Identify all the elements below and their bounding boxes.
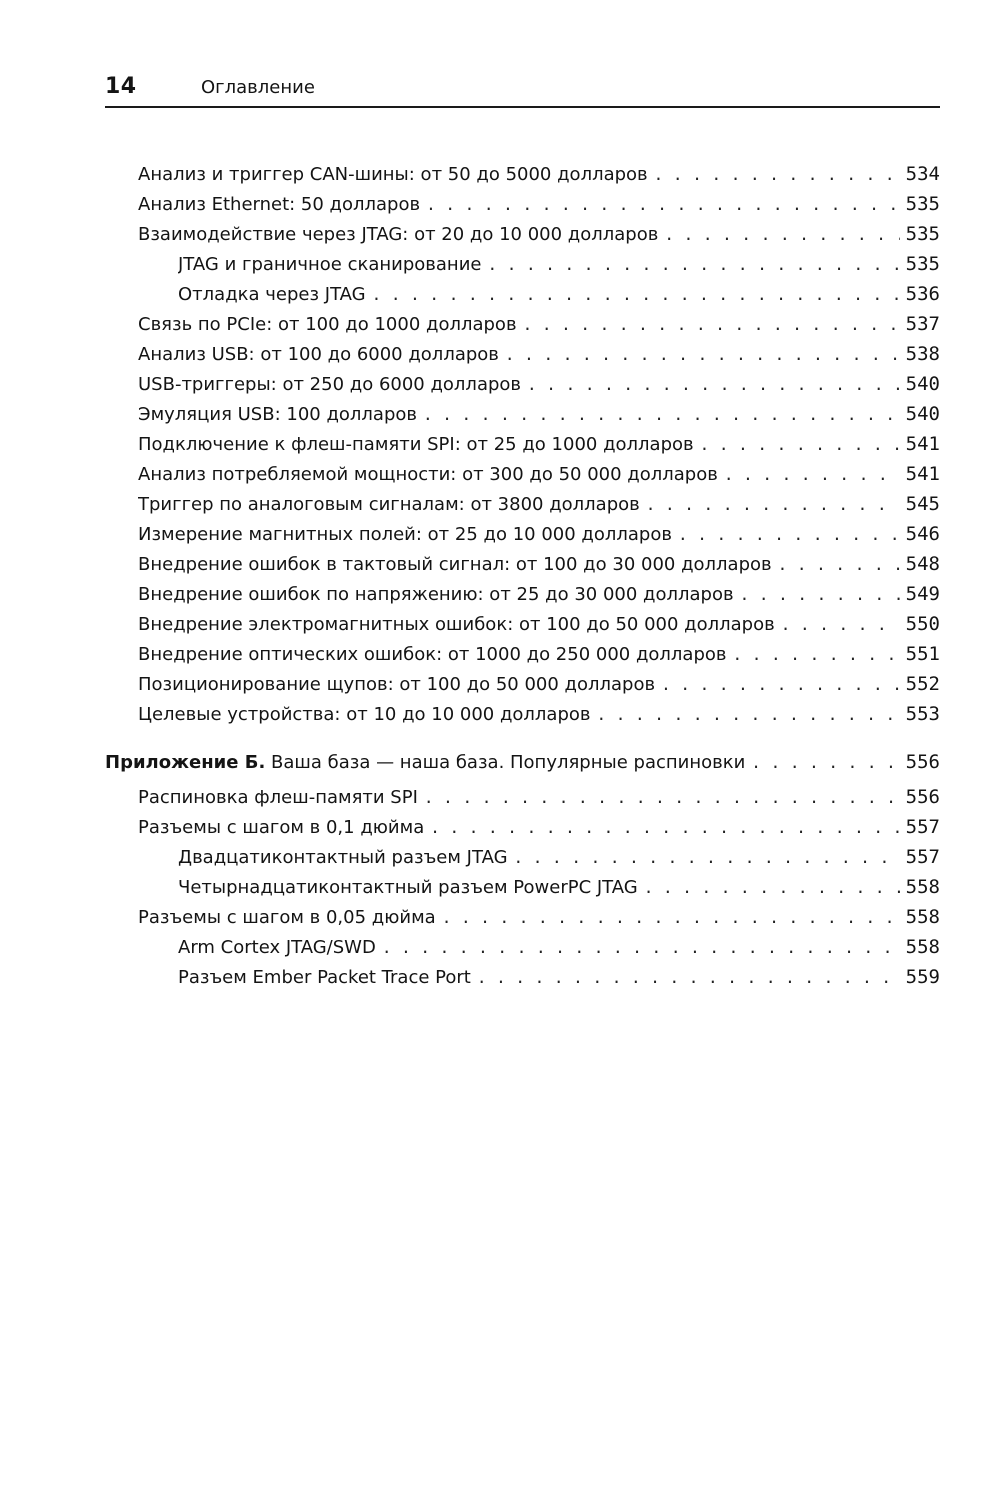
dot-leader [700,431,900,458]
dot-leader [661,671,900,698]
dot-leader [724,461,900,488]
dot-leader [654,161,900,188]
toc-entry [138,550,940,578]
dot-leader [430,814,899,841]
toc-entry-page: 552 [905,673,940,695]
toc-entry-page: 549 [905,583,940,605]
toc-entry-page: 556 [905,751,940,773]
toc-entry-title: Целевые устройства: от 10 до 10 000 долларов [138,704,591,725]
dot-leader [505,341,900,368]
toc-entry-title: Анализ потребляемой мощности: от 300 до 50 000 долларов [138,464,718,485]
toc-entry-page: 553 [905,703,940,725]
toc-subentry [178,963,940,991]
toc-entry-page: 541 [905,463,940,485]
dot-leader [778,551,900,578]
dot-leader [527,371,900,398]
toc-entry-title: Позиционирование щупов: от 100 до 50 000 долларов [138,674,656,695]
dot-leader [740,581,900,608]
toc-entry [138,460,940,488]
toc-entry-title: Двадцатиконтактный разъем JTAG [178,847,508,868]
toc-entry-title: Четырнадцатиконтактный разъем PowerPC JTAG [178,877,638,898]
dot-leader [487,251,899,278]
toc-entry-page: 540 [905,373,940,395]
page-number: 14 [105,74,137,99]
toc-entry-title: Разъем Ember Packet Trace Port [178,967,471,988]
toc-entry-title: Внедрение ошибок по напряжению: от 25 до 30 000 долларов [138,584,734,605]
toc-entry-page: 546 [905,523,940,545]
toc-entry-title: Анализ Ethernet: 50 долларов [138,194,421,215]
toc-entry [138,160,940,188]
toc-entry-page: 558 [905,936,940,958]
dot-leader [733,641,900,668]
toc-entry-title: Внедрение электромагнитных ошибок: от 100 до 50 000 долларов [138,614,775,635]
running-title: Оглавление [201,77,315,98]
toc-entry [138,190,940,218]
toc-entry-page: 558 [905,906,940,928]
toc-entry-title: Подключение к флеш-памяти SPI: от 25 до 1000 долларов [138,434,694,455]
dot-leader [644,874,900,901]
toc-entry-page: 538 [905,343,940,365]
toc-entry [138,400,940,428]
toc-entry-title: Arm Cortex JTAG/SWD [178,937,376,958]
toc-entry [138,340,940,368]
toc-subentry [178,843,940,871]
toc-entry-title: Триггер по аналоговым сигналам: от 3800 долларов [138,494,640,515]
dot-leader [781,611,900,638]
toc-entry [138,813,940,841]
toc-entry-title: Распиновка флеш-памяти SPI [138,787,418,808]
dot-leader [426,191,900,218]
appendix-name: Ваша база — наша база. Популярные распиновки [265,752,746,773]
toc-entry [138,220,940,248]
toc-entry-page: 559 [905,966,940,988]
running-header [105,72,940,108]
toc-entry [138,370,940,398]
toc-entry [138,520,940,548]
dot-leader [523,311,900,338]
toc-entry [138,580,940,608]
toc-entry-page: 545 [905,493,940,515]
toc-entry [138,670,940,698]
toc-entry [138,490,940,518]
dot-leader [477,964,900,991]
toc-entry-page: 557 [905,816,940,838]
toc-entry-page: 535 [905,253,940,275]
dot-leader [597,701,900,728]
toc-entry-title: Измерение магнитных полей: от 25 до 10 000 долларов [138,524,672,545]
dot-leader [424,784,900,811]
toc-entry [138,903,940,931]
toc-entry-title: USB-триггеры: от 250 до 6000 долларов [138,374,522,395]
toc-entry-title: Эмуляция USB: 100 долларов [138,404,417,425]
toc-entry-title: Отладка через JTAG [178,284,366,305]
dot-leader [664,221,899,248]
toc-entry-title: Анализ USB: от 100 до 6000 долларов [138,344,499,365]
toc-entry-page: 556 [905,786,940,808]
toc-entry-page: 558 [905,876,940,898]
toc-appendix-heading [105,748,940,776]
toc-subentry [178,873,940,901]
appendix-label: Приложение Б. [105,752,266,773]
toc-entry-title: Связь по PCIe: от 100 до 1000 долларов [138,314,517,335]
dot-leader [514,844,900,871]
toc-entry-page: 540 [905,403,940,425]
toc-entry-page: 537 [905,313,940,335]
toc-entry-title: Разъемы с шагом в 0,05 дюйма [138,907,436,928]
toc-entry-title: Взаимодействие через JTAG: от 20 до 10 000 долларов [138,224,659,245]
toc-entry-page: 536 [905,283,940,305]
toc-entry-page: 535 [905,193,940,215]
toc-entry [138,310,940,338]
toc-entry-page: 534 [905,163,940,185]
dot-leader [372,281,900,308]
toc-entry [138,640,940,668]
toc-subentry [178,933,940,961]
toc-entry-title: Внедрение ошибок в тактовый сигнал: от 100 до 30 000 долларов [138,554,772,575]
toc-entry-page: 550 [905,613,940,635]
dot-leader [442,904,900,931]
toc-entry-page: 535 [905,223,940,245]
dot-leader [678,521,900,548]
dot-leader [382,934,900,961]
toc-entry [138,783,940,811]
toc-entry-page: 557 [905,846,940,868]
toc-entry-title: Анализ и триггер CAN-шины: от 50 до 5000 долларов [138,164,648,185]
toc-entry-title: Разъемы с шагом в 0,1 дюйма [138,817,425,838]
toc-entry [138,610,940,638]
toc-entry-page: 551 [905,643,940,665]
toc-entry-page: 541 [905,433,940,455]
dot-leader [423,401,900,428]
appendix-title [105,749,745,776]
toc-entry [138,700,940,728]
dot-leader [646,491,900,518]
dot-leader [751,749,899,776]
toc-subentry [178,280,940,308]
toc-entry [138,430,940,458]
toc-entry-title: JTAG и граничное сканирование [178,254,482,275]
toc-entry-page: 548 [905,553,940,575]
toc-subentry [178,250,940,278]
toc-entry-title: Внедрение оптических ошибок: от 1000 до 250 000 долларов [138,644,727,665]
